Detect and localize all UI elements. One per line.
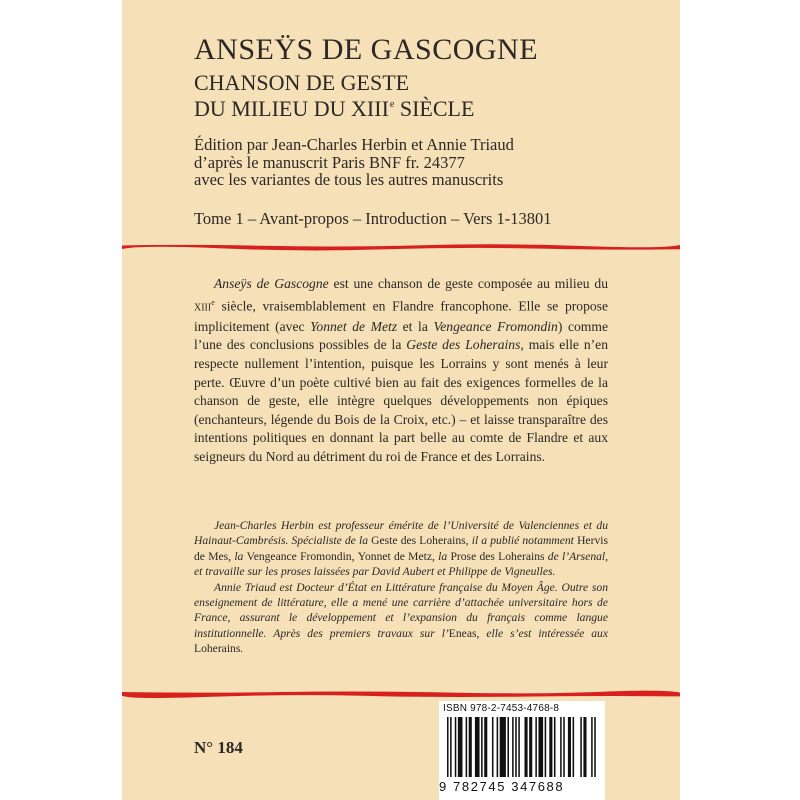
bio-text: de l’Arsenal, et travaille sur les proses laissées par David Aubert et Philippe de Vigneulles. — [194, 549, 609, 579]
abstract-text: , mais elle n’en respecte nullement l’intention, puisque les Lorrains y sont menés à leur perte. Œuvre d’un poète cultivé bien au fait des exigences formelles de la chanson de geste, elle intègre quelques développements non épiques (enchanteurs, légende du Bois de la Croix, etc.) – et laisse transparaître des intentions politiques en donnant la part belle au comte de Flandre et aux seigneurs du Nord au détriment du roi de France et des Lorrains. — [194, 337, 609, 464]
abstract-text: est une chanson de geste composée au milieu du — [328, 276, 608, 291]
bio-herbin — [194, 518, 608, 580]
series-number: N° 184 — [194, 738, 243, 757]
book-subtitle-line-2 — [194, 96, 474, 122]
red-divider-bottom — [122, 690, 680, 698]
century-roman: XIII — [194, 302, 212, 314]
edition-line: d’après le manuscrit Paris BNF fr. 24377 — [194, 152, 465, 172]
bio-text: , il a publié notamment — [465, 534, 578, 548]
author-biographies — [194, 518, 608, 657]
abstract-paragraph — [194, 275, 608, 466]
bio-work-title: Yonnet de Metz — [357, 549, 433, 563]
subtitle-superscript: e — [389, 99, 395, 110]
century-superscript: e — [211, 297, 215, 307]
edition-line: avec les variantes de tous les autres manuscrits — [194, 170, 504, 189]
subtitle-suffix: SIÈCLE — [394, 96, 475, 121]
bio-text: , — [351, 549, 358, 563]
book-abstract — [194, 275, 608, 466]
bio-text: , la — [432, 549, 451, 563]
bio-work-title: Geste des Loherains — [371, 534, 466, 548]
work-title: Yonnet de Metz — [310, 318, 398, 334]
abstract-text: et la — [397, 318, 434, 334]
bio-work-title: Prose des Loherains — [450, 549, 545, 563]
edition-line: Édition par Jean-Charles Herbin et Annie Triaud — [194, 135, 514, 154]
bio-work-title: Eneas — [448, 626, 477, 640]
work-title: Geste des Loherains — [406, 337, 521, 353]
bio-text: Jean-Charles Herbin est professeur émérite de l’Université de Valenciennes et du Hainaut-Cambrésis. Spécialiste de la — [194, 519, 608, 548]
work-title: Vengeance Fromondin — [433, 318, 558, 334]
tome-info: Tome 1 – Avant-propos – Introduction – Vers 1-13801 — [194, 209, 552, 228]
bio-work-title: Vengeance Fromondin — [246, 549, 352, 563]
isbn-barcode — [439, 701, 605, 800]
ean-digits: 9 782745 347688 — [439, 779, 565, 794]
isbn-label: ISBN 978-2-7453-4768-8 — [443, 703, 560, 714]
bio-triaud — [194, 580, 608, 657]
bio-text: , la — [228, 549, 247, 563]
edition-credits — [194, 136, 514, 189]
bio-text: . — [240, 642, 244, 656]
book-back-cover — [122, 0, 680, 800]
bio-work-title: Loherains — [194, 642, 241, 656]
red-divider-top — [122, 243, 680, 251]
bio-work-title: Hervis de Mes — [194, 534, 608, 563]
abstract-text: siècle, vraisemblablement en Flandre francophone. Elle se propose implicitement (avec — [194, 298, 608, 334]
book-subtitle-line-1: CHANSON DE GESTE — [194, 70, 410, 95]
book-title: ANSEŸS DE GASCOGNE — [194, 33, 539, 66]
work-title: Anseÿs de Gascogne — [214, 276, 329, 291]
bio-text: , elle s’est intéressée aux — [476, 626, 608, 640]
barcode-bars — [447, 717, 597, 779]
bio-text: Annie Triaud est Docteur d’État en Littérature française du Moyen Âge. Outre son enseignement de littérature, elle a mené une carrière d’attachée universitaire hors de France, assurant le développement et l’expansion du français comme langue institutionnelle. Après des premiers travaux sur l’ — [194, 580, 608, 640]
abstract-text: ) comme l’une des conclusions possibles de la — [194, 318, 608, 353]
subtitle-prefix: DU MILIEU DU XIII — [194, 96, 389, 121]
